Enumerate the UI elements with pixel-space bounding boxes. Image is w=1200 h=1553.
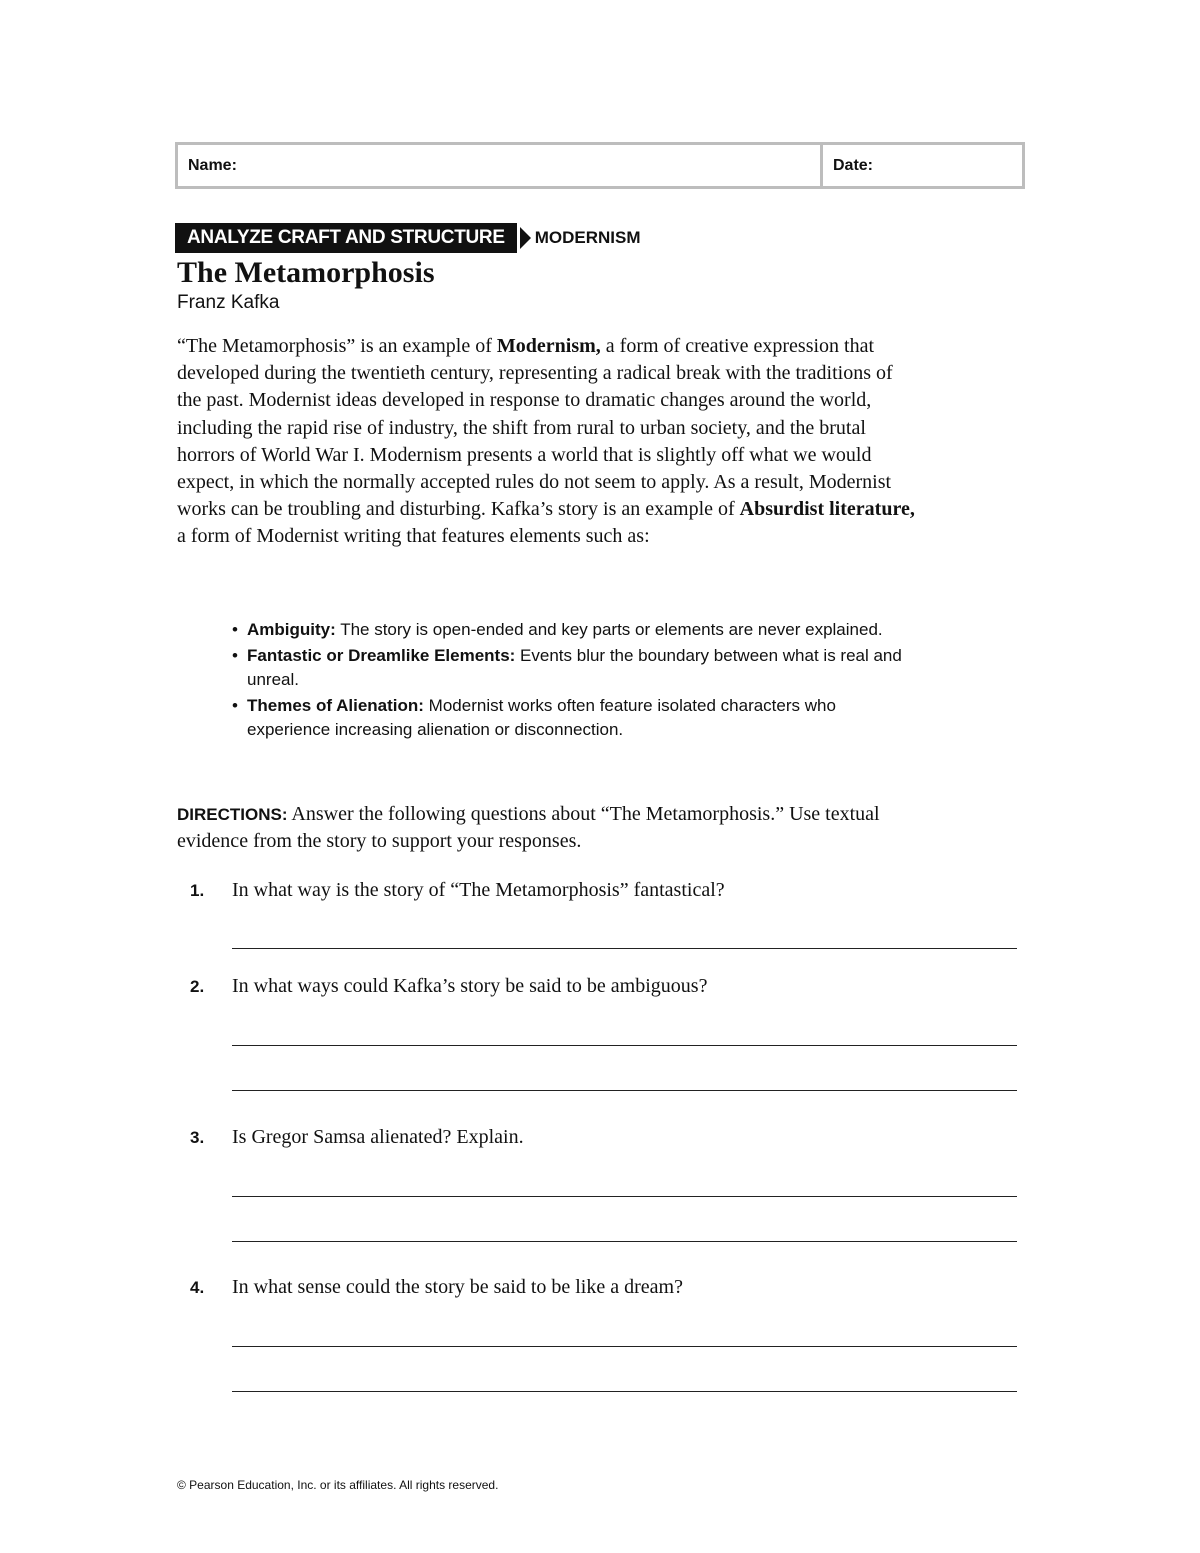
features-list: [232, 618, 922, 744]
name-label: Name:: [188, 156, 237, 174]
answer-line[interactable]: [232, 948, 1017, 949]
question-4: [190, 1276, 683, 1299]
feature-text: Events blur the boundary between what is real and unreal.: [247, 646, 902, 689]
intro-text-1: “The Metamorphosis” is an example of: [177, 335, 497, 357]
feature-term: Fantastic or Dreamlike Elements:: [247, 646, 516, 665]
question-number: 1.: [190, 881, 205, 900]
directions-label: DIRECTIONS:: [177, 805, 288, 824]
intro-paragraph: [177, 333, 922, 551]
question-text: In what sense could the story be said to be like a dream?: [232, 1276, 683, 1298]
question-number: 2.: [190, 977, 205, 996]
list-item: [232, 644, 922, 692]
feature-term: Themes of Alienation:: [247, 696, 424, 715]
page-title: The Metamorphosis: [177, 256, 435, 289]
section-banner: [175, 223, 641, 253]
feature-text: The story is open-ended and key parts or elements are never explained.: [335, 620, 883, 639]
intro-text-3: a form of Modernist writing that features elements such as:: [177, 525, 650, 548]
banner-subtitle: MODERNISM: [534, 228, 641, 247]
question-number: 3.: [190, 1128, 205, 1147]
copyright-footer: © Pearson Education, Inc. or its affiliates. All rights reserved.: [177, 1478, 499, 1492]
name-field[interactable]: [178, 145, 823, 186]
answer-line[interactable]: [232, 1045, 1017, 1046]
answer-line[interactable]: [232, 1090, 1017, 1091]
answer-line[interactable]: [232, 1391, 1017, 1392]
feature-term: Ambiguity:: [247, 620, 336, 639]
bullet-icon: •: [232, 646, 238, 665]
name-date-box: [175, 142, 1025, 189]
bullet-icon: •: [232, 696, 238, 715]
question-text: In what way is the story of “The Metamorphosis” fantastical?: [232, 879, 725, 901]
banner-arrow-icon: [520, 227, 531, 249]
question-text: Is Gregor Samsa alienated? Explain.: [232, 1126, 524, 1148]
date-label: Date:: [833, 156, 874, 174]
question-3: [190, 1126, 524, 1149]
feature-text: Modernist works often feature isolated characters who experience increasing alienation or disconnection.: [247, 696, 836, 739]
directions: [177, 801, 937, 855]
directions-text: Answer the following questions about “The Metamorphosis.” Use textual evidence from the story to support your responses.: [177, 803, 880, 852]
list-item: [232, 694, 922, 742]
list-item: [232, 618, 922, 642]
intro-text-2: a form of creative expression that developed during the twentieth century, representing a radical break with the traditions of the past. Modernist ideas developed in response to dramatic changes around the world, including the rapid rise of industry, the shift from rural to urban society, and the brutal horrors of World War I. Modernism presents a world that is slightly off what we would expect, in which the normally accepted rules do not seem to apply. As a result, Modernist works can be troubling and disturbing. Kafka’s story is an example of: [177, 335, 893, 521]
answer-line[interactable]: [232, 1241, 1017, 1242]
question-number: 4.: [190, 1278, 205, 1297]
bullet-icon: •: [232, 620, 238, 639]
question-text: In what ways could Kafka’s story be said to be ambiguous?: [232, 975, 708, 997]
answer-line[interactable]: [232, 1196, 1017, 1197]
date-field[interactable]: [823, 145, 1022, 186]
question-2: [190, 975, 707, 998]
author: Franz Kafka: [177, 292, 280, 313]
term-absurdist: Absurdist literature,: [739, 498, 915, 521]
answer-line[interactable]: [232, 1346, 1017, 1347]
banner-label: ANALYZE CRAFT AND STRUCTURE: [175, 223, 517, 253]
question-1: [190, 879, 725, 902]
term-modernism: Modernism,: [496, 335, 601, 357]
